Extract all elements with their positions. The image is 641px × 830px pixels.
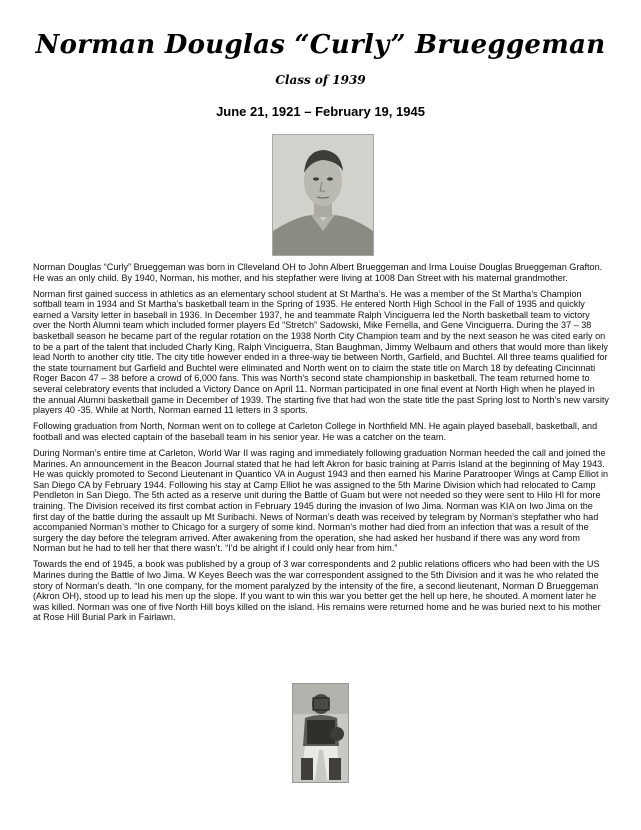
paragraph-college: Following graduation from North, Norman went on to college at Carleton College in Northfield MN. He again played baseball, basketball, and football and was elected captain of the baseball team in his senior year. He was a catcher on the team. (33, 421, 598, 442)
paragraph-military: During Norman’s entire time at Carleton, World War II was raging and immediately following graduation Norman heeded the call and joined the Marines. An announcement in the Beacon Journal stated that he had left Akron for basic training at Parris Island at the beginning of May 1943. He was quickly promoted to Second Lieutenant in Quantico VA in August 1943 and then earned his Marine Paratrooper Wings at Camp Elliot in San Diego CA by February 1944. Following his stay at Camp Elliot he was assigned to the 5th Marine Division which had relocated to Camp Pendleton in San Diego. The 5th acted as a reserve unit during the Battle of Guam but were not needed so they were sent to Hilo HI for more training. The Division received its first combat action in February 1945 during the invasion of Iwo Jima. Norman was KIA on Iwo Jima on the first day of the battle during the assault up Mt Suribachi. News of Norman’s death was received by telegram by Norman’s stepfather who had accompanied Norman’s mother to Chicago for a surgery of some kind. Norman’s mother had died from an infection that was a result of the surgery the day before the telegram arrived. After awakening from the operation, she had asked her husband if there was any word from Norman but he had to tell her that there wasn’t. “I’d be alright if I could only hear from him.” (33, 448, 609, 554)
class-year-subtitle: Class of 1939 (275, 73, 366, 87)
paragraph-early-life: Norman Douglas “Curly” Brueggeman was born in Clleveland OH to John Albert Brueggeman and Irma Louise Douglas Brueggeman Grafton. He was an only child. By 1940, Norman, his mother, and his stepfather were living at 1008 Dan Street with his maternal grandmother. (33, 262, 603, 283)
biography-text (33, 262, 609, 629)
paragraph-iwo-jima: Towards the end of 1945, a book was published by a group of 3 war correspondents and 2 public relations officers who had been with the US Marines during the Battle of Iwo Jima. W Keyes Beech was the war correspondent assigned to the 5th Division and it was he who related the story of Norman’s death. “In one company, for the moment paralyzed by the intensity of the fire, a second lieutenant, Norman D Brueggeman (Akron OH), stood up to lead his men up the slope. If you want to win this war you better get the hell up here, he shouted. A moment later he was killed. Norman was one of five North Hill boys killed on the island. His remains were returned home and he was buried next to his mother at Rose Hill Burial Park in Fairlawn. (33, 559, 601, 623)
catcher-illustration (293, 684, 348, 782)
portrait-illustration (273, 135, 373, 255)
paragraph-athletics: Norman first gained success in athletics as an elementary school student at St Martha’s. He was a member of the St Martha’s Champion softball team in 1934 and St Martha’s basketball team in the Spring of 1935. He entered North High School in the Fall of 1935 and quickly earned a Varsity letter in baseball in 1936. In December 1937, he and teammate Ralph Vinciguerra led the North basketball team to victory over the North Alumni team which included former players Ed “Stretch” Sadowski, Mike Fernella, and Gene Vinciguerra. During the 37 – 38 basketball season he became part of the regular rotation on the 1938 North City Champion team and by the next season he was cited early on to be a part of the talent that included Charly King, Ralph Vinciguerra, Stan Baughman, Jimmy Welbaum and others that would more than likely lead North to another city title. The city title however ended in a three-way tie between North, Garfield, and Buchtel. All three teams qualified for the state tournament but Garfield and Buchtel were eliminated and North went on to claim the state title on March 18 by defeating Cincinnati Roger Bacon 47 – 38 before a crowd of 6,000 fans. This was North’s second state championship in basketball. The team returned home to several celebratory events that included a Victory Dance on April 11. Norman participated in one final event at North High when he played in the annual Alumni basketball game in December of 1939. The starting five that had won the state title the past Spring lost to North’s new varsity players 40 -35. While at North, Norman earned 11 letters in 3 sports. (33, 288, 609, 416)
life-dates: June 21, 1921 – February 19, 1945 (216, 104, 425, 119)
catcher-photo (292, 683, 349, 783)
page-title: Norman Douglas “Curly” Brueggeman (35, 30, 606, 60)
portrait-photo (272, 134, 374, 256)
